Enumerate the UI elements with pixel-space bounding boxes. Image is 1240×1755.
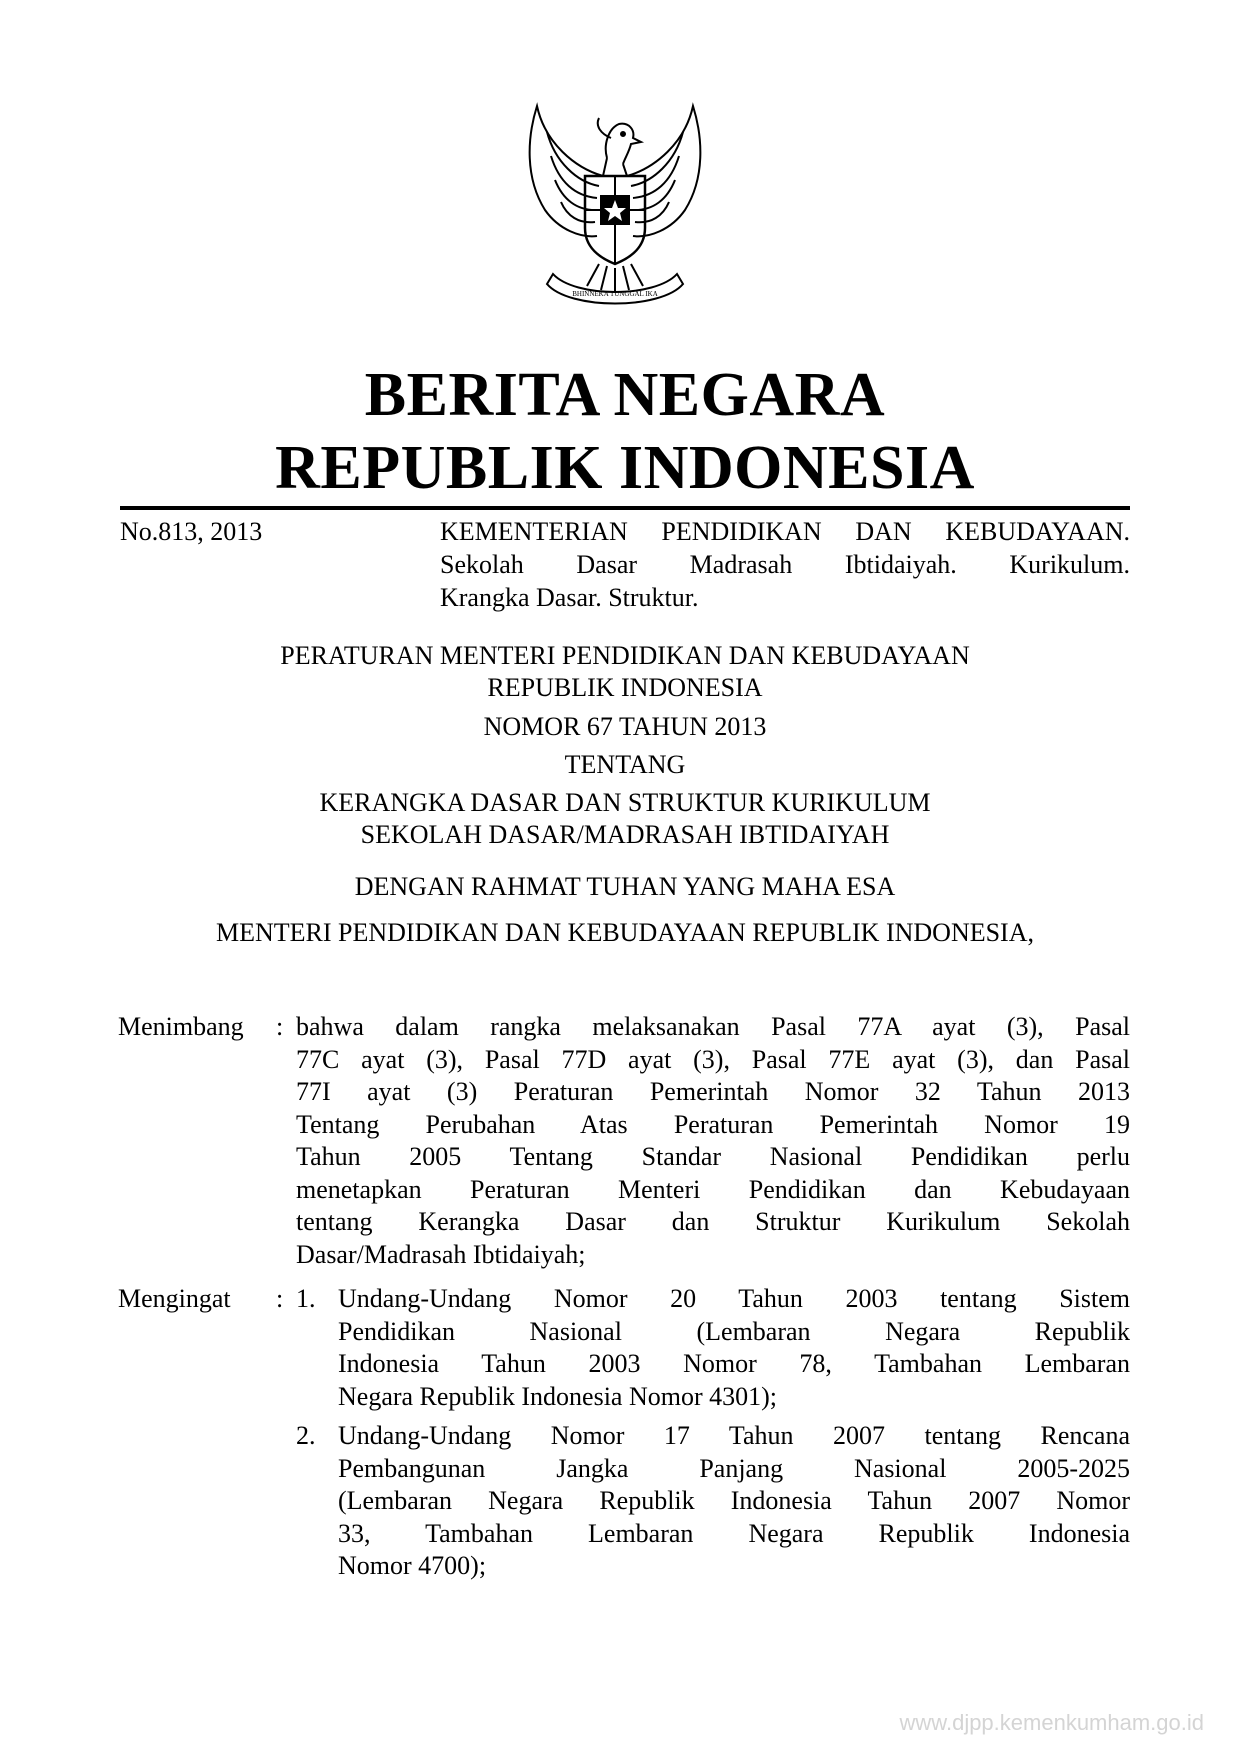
mengingat-line: 33, Tambahan Lembaran Negara Republik Indonesia: [338, 1518, 1130, 1548]
subject-line: Krangka Dasar. Struktur.: [440, 583, 699, 612]
menimbang-line: tentang Kerangka Dasar dan Struktur Kurikulum Sekolah: [296, 1207, 1130, 1236]
subject-line: KEMENTERIAN PENDIDIKAN DAN KEBUDAYAAN.: [440, 517, 1130, 546]
regulation-about: TENTANG: [564, 750, 686, 779]
menimbang-line: menetapkan Peraturan Menteri Pendidikan dan Kebudayaan: [296, 1174, 1130, 1204]
mengingat-item-number: 1.: [296, 1284, 316, 1313]
regulation-minister: MENTERI PENDIDIKAN DAN KEBUDAYAAN REPUBLIK INDONESIA,: [215, 918, 1034, 947]
regulation-issuer-line-1: PERATURAN MENTERI PENDIDIKAN DAN KEBUDAYAAN: [280, 641, 970, 670]
menimbang-line: 77C ayat (3), Pasal 77D ayat (3), Pasal 77E ayat (3), dan Pasal: [296, 1044, 1130, 1074]
regulation-issuer-line-2: REPUBLIK INDONESIA: [487, 673, 763, 702]
mengingat-label: Mengingat: [118, 1284, 231, 1313]
mengingat-item-number: 2.: [296, 1421, 316, 1450]
gazette-title-line-2: REPUBLIK INDONESIA: [275, 434, 975, 502]
regulation-number: NOMOR 67 TAHUN 2013: [483, 712, 767, 741]
menimbang-label: Menimbang: [118, 1012, 244, 1041]
menimbang-line: Tentang Perubahan Atas Peraturan Pemerintah Nomor 19: [296, 1109, 1130, 1139]
menimbang-line: bahwa dalam rangka melaksanakan Pasal 77A ayat (3), Pasal: [296, 1012, 1130, 1041]
mengingat-line: Undang-Undang Nomor 17 Tahun 2007 tentang Rencana: [338, 1421, 1130, 1450]
gazette-title-line-1: BERITA NEGARA: [364, 361, 886, 429]
mengingat-line: Negara Republik Indonesia Nomor 4301);: [338, 1381, 778, 1411]
menimbang-line: Dasar/Madrasah Ibtidaiyah;: [296, 1239, 586, 1269]
mengingat-item-2: [338, 1420, 1130, 1583]
menimbang-line: Tahun 2005 Tentang Standar Nasional Pendidikan perlu: [296, 1142, 1130, 1171]
subject-line: Sekolah Dasar Madrasah Ibtidaiyah. Kurikulum.: [440, 550, 1130, 579]
mengingat-line: Pembangunan Jangka Panjang Nasional 2005-2025: [338, 1453, 1130, 1483]
menimbang-text: [296, 1011, 1130, 1271]
menimbang-colon: :: [276, 1012, 284, 1041]
gazette-number: No.813, 2013: [120, 517, 263, 546]
mengingat-line: Pendidikan Nasional (Lembaran Negara Republik: [338, 1316, 1130, 1346]
mengingat-item-1: [338, 1283, 1130, 1413]
garuda-emblem-icon: [515, 98, 715, 308]
mengingat-line: Undang-Undang Nomor 20 Tahun 2003 tentang Sistem: [338, 1284, 1130, 1313]
mengingat-line: Indonesia Tahun 2003 Nomor 78, Tambahan Lembaran: [338, 1349, 1130, 1378]
regulation-topic-line-1: KERANGKA DASAR DAN STRUKTUR KURIKULUM: [319, 788, 931, 817]
source-watermark: www.djpp.kemenkumham.go.id: [899, 1710, 1204, 1735]
regulation-topic-line-2: SEKOLAH DASAR/MADRASAH IBTIDAIYAH: [360, 820, 890, 849]
mengingat-line: Nomor 4700);: [338, 1551, 487, 1580]
gazette-subject: [440, 515, 1130, 614]
mengingat-line: (Lembaran Negara Republik Indonesia Tahun 2007 Nomor: [338, 1486, 1130, 1515]
menimbang-line: 77I ayat (3) Peraturan Pemerintah Nomor 32 Tahun 2013: [296, 1077, 1130, 1106]
emblem-motto: BHINNEKA TUNGGAL IKA: [572, 290, 658, 298]
regulation-invocation: DENGAN RAHMAT TUHAN YANG MAHA ESA: [354, 872, 896, 901]
mengingat-colon: :: [276, 1284, 284, 1313]
masthead-divider: [120, 506, 1130, 510]
